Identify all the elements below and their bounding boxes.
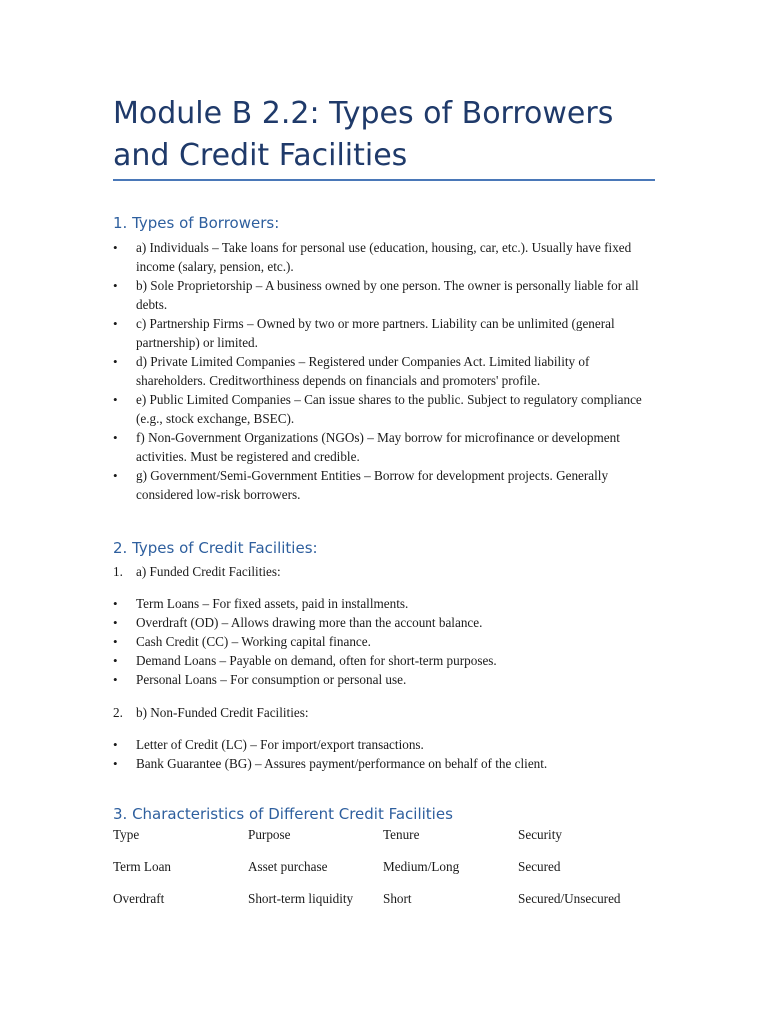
list-item: • e) Public Limited Companies – Can issue shares to the public. Subject to regulatory compliance (e.g., stock exchange, BSEC).: [113, 392, 642, 426]
item-number: 2.: [113, 705, 123, 720]
table-header-cell: Purpose: [248, 827, 291, 842]
table-cell: Overdraft: [113, 891, 165, 906]
bullet-icon: •: [113, 596, 118, 611]
bullet-icon: •: [113, 468, 118, 483]
item-number: 1.: [113, 564, 123, 579]
bullet-icon: •: [113, 354, 118, 369]
bullet-icon: •: [113, 672, 118, 687]
bullet-icon: •: [113, 634, 118, 649]
table-header-row: [113, 827, 655, 859]
bullet-icon: •: [113, 756, 118, 771]
bullet-icon: •: [113, 653, 118, 668]
bullet-icon: •: [113, 737, 118, 752]
list-item: • Personal Loans – For consumption or personal use.: [113, 672, 407, 687]
list-item: • b) Sole Proprietorship – A business owned by one person. The owner is personally liable for all debts.: [113, 278, 639, 312]
section-heading-borrowers: 1. Types of Borrowers:: [113, 214, 280, 232]
list-item: • c) Partnership Firms – Owned by two or more partners. Liability can be unlimited (general partnership) or limited.: [113, 316, 615, 350]
table-cell: Secured/Unsecured: [518, 891, 621, 906]
title-divider: [113, 179, 655, 181]
list-item: • Overdraft (OD) – Allows drawing more than the account balance.: [113, 615, 483, 630]
bullet-icon: •: [113, 430, 118, 445]
characteristics-table: [113, 827, 655, 923]
list-item: • g) Government/Semi-Government Entities – Borrow for development projects. Generally considered low-risk borrowers.: [113, 468, 609, 502]
table-row: [113, 859, 655, 891]
table-cell: Medium/Long: [383, 859, 460, 874]
table-header-cell: Security: [518, 827, 562, 842]
list-item: • Letter of Credit (LC) – For import/export transactions.: [113, 737, 424, 752]
bullet-icon: •: [113, 316, 118, 331]
section-heading-credit-facilities: 2. Types of Credit Facilities:: [113, 539, 318, 557]
bullet-icon: •: [113, 240, 118, 255]
list-item: • Demand Loans – Payable on demand, often for short-term purposes.: [113, 653, 497, 668]
list-item: • f) Non-Government Organizations (NGOs) – May borrow for microfinance or development activities. Must be registered and credible.: [113, 430, 620, 464]
section-heading-characteristics: 3. Characteristics of Different Credit Facilities: [113, 805, 453, 823]
bullet-icon: •: [113, 392, 118, 407]
table-cell: Short: [383, 891, 412, 906]
table-header-cell: Tenure: [383, 827, 420, 842]
bullet-icon: •: [113, 615, 118, 630]
borrower-types-list: [113, 238, 653, 504]
list-item: • d) Private Limited Companies – Registered under Companies Act. Limited liability of shareholders. Creditworthiness depends on financials and promoters' profile.: [113, 354, 590, 388]
table-cell: Short-term liquidity: [248, 891, 354, 906]
nonfunded-facilities-list: [113, 735, 653, 773]
table-cell: Asset purchase: [248, 859, 328, 874]
table-row: [113, 891, 655, 923]
bullet-icon: •: [113, 278, 118, 293]
table-header-cell: Type: [113, 827, 140, 842]
table-cell: Secured: [518, 859, 561, 874]
list-item: • a) Individuals – Take loans for personal use (education, housing, car, etc.). Usually have fixed income (salary, pension, etc.).: [113, 240, 632, 274]
page-title: Module B 2.2: Types of Borrowers and Credit Facilities: [113, 96, 614, 173]
funded-facilities-label: 1. a) Funded Credit Facilities:: [113, 564, 281, 579]
list-item: • Cash Credit (CC) – Working capital finance.: [113, 634, 371, 649]
table-cell: Term Loan: [113, 859, 172, 874]
list-item: • Term Loans – For fixed assets, paid in installments.: [113, 596, 409, 611]
list-item: • Bank Guarantee (BG) – Assures payment/performance on behalf of the client.: [113, 756, 548, 771]
nonfunded-facilities-label: 2. b) Non-Funded Credit Facilities:: [113, 705, 309, 720]
funded-facilities-list: [113, 594, 653, 689]
